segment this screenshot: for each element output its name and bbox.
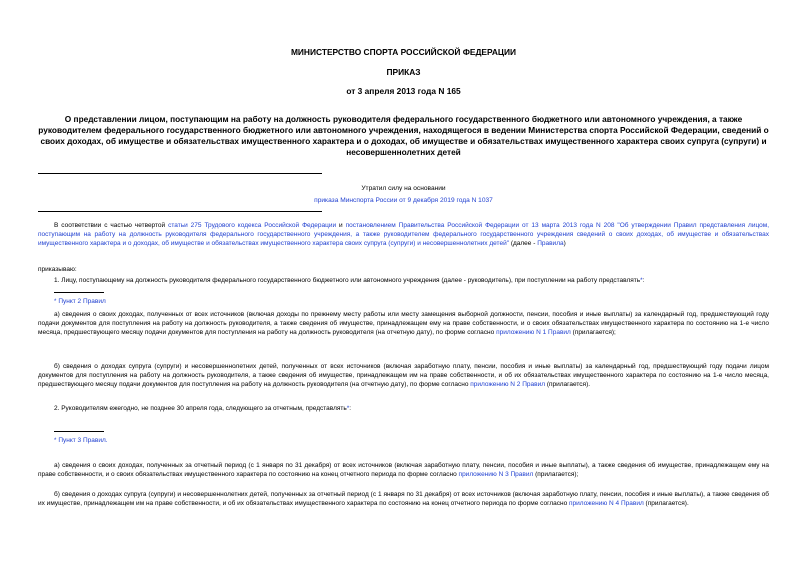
item-1b: б) сведения о доходах супруга (супруги) и несовершеннолетних детей, полученных от всех источников (включая заработную плату, пенсии, пособия и иные выплаты) за календарный год, предшествующий году подачи лицом документов для поступления на работу на должность руководителя, а также сведения об имуществе, принадлежащем им на праве собственности, и об их обязательствах имущественного характера по состоянию на 1-е число месяца, предшествующего месяцу подачи документов для поступления на работу на должность руководителя (на отчетную дату), по форме согласно приложению N 2 Правил (прилагается). <box>38 363 769 388</box>
document-subject: О представлении лицом, поступающим на работу на должность руководителя федерального государственного бюджетного или автономного учреждения, а также руководителем федерального государственного бюджетного или автономного учреждения, находящегося в ведении Министерства спорта Российской Федерации, сведений о своих доходах, об имуществе и обязательствах имущественного характера и о доходах, об имуществе и обязательствах имущественного характера своих супруга (супруги) и несовершеннолетних детей <box>38 114 769 158</box>
lapse-link-line <box>38 197 769 205</box>
appendix-4-link[interactable]: приложению N 4 Правил <box>569 499 644 507</box>
ministry-title: МИНИСТЕРСТВО СПОРТА РОССИЙСКОЙ ФЕДЕРАЦИИ <box>290 47 517 57</box>
item-1a: а) сведения о своих доходах, полученных от всех источников (включая доходы по прежнему месту работы или месту замещения выборной должности, пенсии, пособия и иные выплаты) за календарный год, предшествующий году подачи документов для поступления на работу на должность руководителя, а также сведения об имуществе, принадлежащем ему на праве собственности, и о своих обязательствах имущественного характера по состоянию на 1-е число месяца, предшествующего месяцу подачи документов для поступления на работу на должность руководителя (на отчетную дату), по форме согласно приложению N 1 Правил (прилагается); <box>38 311 769 336</box>
orders-line: приказываю: <box>38 266 77 273</box>
appendix-2-link[interactable]: приложению N 2 Правил <box>470 380 546 388</box>
rules-link[interactable]: Правила <box>537 239 564 247</box>
footnote-mark[interactable]: * <box>346 405 350 412</box>
footnote-mark: * <box>54 299 57 305</box>
document-type: ПРИКАЗ <box>386 67 421 77</box>
item-2a: а) сведения о своих доходах, полученных за отчетный период (с 1 января по 31 декабря) от всех источников (включая заработную плату, пенсии, пособия и иные выплаты), а также сведения об имуществе, принадлежащем ему на праве собственности, и о своих обязательствах имущественного характера по состоянию на конец отчетного периода по форме согласно приложению N 3 Правил (прилагается); <box>38 462 769 478</box>
lapse-notice: Утратил силу на основании <box>361 185 446 192</box>
footnote-mark: * <box>54 438 57 444</box>
divider-top <box>38 173 322 174</box>
government-resolution-link[interactable]: постановлением Правительства Российской Федерации от 13 марта 2013 года N 208 "Об утверждении Правил представления лицом, поступающим на работу на должность руководителя федерального государственного учреждения, а также руководителем федерального государственного учреждения сведений о своих доходах, об имуществе и обязательствах имущественного характера и о доходах, об имуществе и обязательствах имущественного характера своих супруга (супруги) и несовершеннолетних детей" <box>38 222 769 247</box>
labor-code-link[interactable]: статьи 275 Трудового кодекса Российской Федерации <box>168 222 337 229</box>
item-1: 1. Лицу, поступающему на должность руководителя федерального государственного бюджетного или автономного учреждения (далее - руководитель), при поступлении на работу представлять*: <box>54 277 645 284</box>
item-2: 2. Руководителям ежегодно, не позднее 30 апреля года, следующего за отчетным, представлять*: <box>54 405 352 412</box>
appendix-3-link[interactable]: приложению N 3 Правил <box>458 470 534 478</box>
appendix-1-link[interactable]: приложению N 1 Правил <box>496 328 571 336</box>
lapse-link[interactable]: приказа Минспорта России от 9 декабря 2019 года N 1037 <box>314 197 493 204</box>
preamble-paragraph: В соответствии с частью четвертой статьи 275 Трудового кодекса Российской Федерации и постановлением Правительства Российской Федерации от 13 марта 2013 года N 208 "Об утверждении Правил представления лицом, поступающим на работу на должность руководителя федерального государственного учреждения, а также руководителем федерального государственного учреждения сведений о своих доходах, об имуществе и обязательствах имущественного характера и о доходах, об имуществе и обязательствах имущественного характера своих супруга (супруги) и несовершеннолетних детей" (далее - Правила) <box>38 222 769 247</box>
rules-item-3-link[interactable]: Пункт 3 Правил. <box>58 437 108 444</box>
footnote-1 <box>54 298 106 306</box>
document-date-number: от 3 апреля 2013 года N 165 <box>346 86 461 96</box>
divider-bottom <box>38 211 322 212</box>
rules-item-2-link[interactable]: Пункт 2 Правил <box>58 298 106 305</box>
footnote-divider <box>54 292 104 293</box>
item-2b: б) сведения о доходах супруга (супруги) и несовершеннолетних детей, полученных за отчетный период (с 1 января по 31 декабря) от всех источников (включая заработную плату, пенсии, пособия и иные выплаты), а также сведения об их имуществе, принадлежащем им на праве собственности, и об их обязательствах имущественного характера по состоянию на конец отчетного периода по форме согласно приложению N 4 Правил (прилагается). <box>38 491 769 507</box>
footnote-divider <box>54 431 104 432</box>
footnote-2 <box>54 437 108 445</box>
footnote-mark[interactable]: * <box>640 277 643 284</box>
